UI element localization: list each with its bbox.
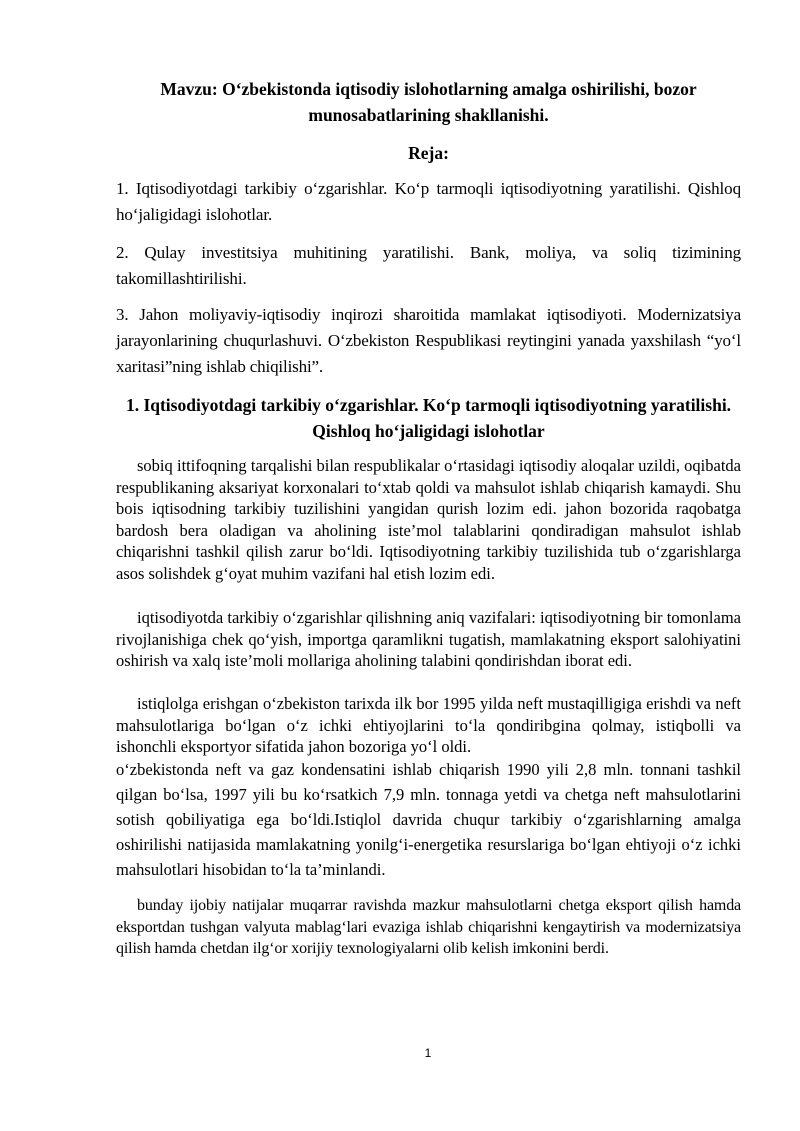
plan-item-3: 3. Jahon moliyaviy-iqtisodiy inqirozi sharoitida mamlakat iqtisodiyoti. Modernizatsiya jarayonlarining chuqurlashuvi. O‘zbekiston Respublikasi reytingini yanada yaxshilash “yo‘l xaritasi”ning ishlab chiqilishi”.: [116, 305, 741, 376]
plan-item-1: 1. Iqtisodiyotdagi tarkibiy o‘zgarishlar. Ko‘p tarmoqli iqtisodiyotning yaratilishi. Qishloq ho‘jaligidagi islohotlar.: [116, 179, 741, 224]
paragraph-5: bunday ijobiy natijalar muqarrar ravishda mazkur mahsulotlarni chetga eksport qilish hamda eksportdan tushgan valyuta mablag‘lari evaziga ishlab chiqarishni kengaytirish va modernizatsiya qilish hamda chetdan ilg‘or xorijiy texnologiyalarni olib kelish imkonini berdi.: [116, 897, 741, 957]
paragraph-2: iqtisodiyotda tarkibiy o‘zgarishlar qilishning aniq vazifalari: iqtisodiyotning bir tomonlama rivojlanishiga chek qo‘yish, importga qaramlikni tugatish, mamlakatning eksport salohiyatini oshirish va xalq iste’moli mollariga aholining talabini qondirishdan iborat edi.: [116, 608, 741, 670]
paragraph-4: o‘zbekistonda neft va gaz kondensatini ishlab chiqarish 1990 yili 2,8 mln. tonnani tashkil qilgan bo‘lsa, 1997 yili bu ko‘rsatkich 7,9 mln. tonnaga yetdi va chetga neft mahsulotlarini sotish qobiliyatiga ega bo‘ldi.Istiqlol davrida chuqur tarkibiy o‘zgarishlarning amalga oshirilishi natijasida mamlakatning yonilg‘i-energetika resurslariga bo‘lgan ehtiyoji o‘z ichki mahsulotlari hisobidan to‘la ta’minlandi.: [116, 760, 741, 879]
page-number: 1: [424, 1046, 432, 1060]
plan-item-2: 2. Qulay investitsiya muhitining yaratilishi. Bank, moliya, va soliq tizimining takomillashtirilishi.: [116, 243, 741, 288]
document-title: Mavzu: O‘zbekistonda iqtisodiy islohotlarning amalga oshirilishi, bozor munosabatlarining shakllanishi.: [160, 79, 697, 125]
section-heading: 1. Iqtisodiyotdagi tarkibiy o‘zgarishlar. Ko‘p tarmoqli iqtisodiyotning yaratilishi. Qishloq ho‘jaligidagi islohotlar: [125, 395, 732, 441]
paragraph-1: sobiq ittifoqning tarqalishi bilan respublikalar o‘rtasidagi iqtisodiy aloqalar uzildi, oqibatda respublikaning aksariyat korxonalari to‘xtab qoldi va mahsulot ishlab chiqarish kamaydi. Shu bois iqtisodning tarkibiy tuzilishini yangidan qurish lozim edi. jahon bozorida raqobatga bardosh bera oladigan va aholining iste’mol talablarini qondiradigan mahsulot ishlab chiqarishni tashkil qilish zarur bo‘ldi. Iqtisodiyotning tarkibiy tuzilishida tub o‘zgarishlarga asos solishdek g‘oyat muhim vazifani hal etish lozim edi.: [116, 456, 741, 583]
paragraph-3: istiqlolga erishgan o‘zbekiston tarixda ilk bor 1995 yilda neft mustaqilligiga erishdi va neft mahsulotlariga bo‘lgan o‘z ichki ehtiyojlarini to‘la qondiribgina qolmay, istiqbolli va ishonchli eksportyor sifatida jahon bozoriga yo‘l oldi.: [116, 694, 741, 756]
plan-heading: Reja:: [408, 143, 449, 163]
